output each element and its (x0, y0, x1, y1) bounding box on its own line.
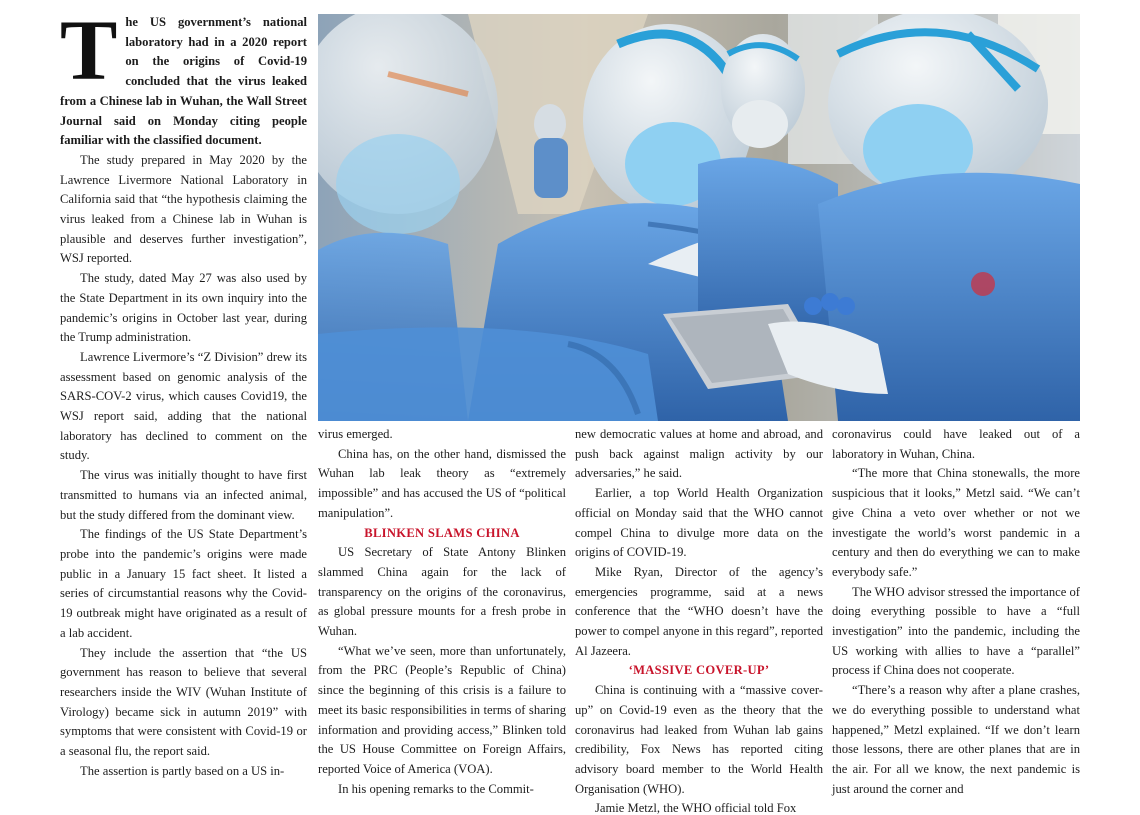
paragraph: Mike Ryan, Director of the agency’s emergencies programme, said at a news conference that the “WHO doesn’t have the power to compel anyone in this regard”, reported Al Jazeera. (575, 564, 823, 658)
paragraph: Earlier, a top World Health Organization official on Monday said that the WHO cannot compel China to divulge more data on the origins of COVID-19. (575, 486, 823, 560)
paragraph: The WHO advisor stressed the importance of doing everything possible to have a “full investigation” into the pandemic, including the US working with allies to have a “parallel” process if China does not cooperate. (832, 584, 1080, 678)
paragraph: The virus was initially thought to have first transmitted to humans via an infected animal, but the study differed from the dominant view. (60, 468, 307, 522)
drop-cap: T (60, 2, 118, 98)
paragraph: In his opening remarks to the Commit- (338, 781, 534, 796)
lead-text: he US government’s national laboratory had in a 2020 report on the origins of Covid-19 concluded that the virus leaked from a Chinese lab in Wuhan, the Wall Street Journal said on Monday citing people familiar with the classified document. (60, 15, 307, 148)
paragraph: “There’s a reason why after a plane crashes, we do everything possible to understand what happened,” Metzl explained. “If we don’t learn those lessons, there are other planes that are in the air. For all we know, the next pandemic is just around the corner and (832, 683, 1080, 796)
paragraph: “What we’ve seen, more than unfortunately, from the PRC (People’s Republic of China) since the beginning of this crisis is a failure to meet its basic responsibilities in terms of sharing information and providing access,” Blinken told the US House Committee on Foreign Affairs, reported Voice of America (VOA). (318, 643, 566, 776)
paragraph: US Secretary of State Antony Blinken slammed China again for the lack of transparency on the origins of the coronavirus, as global pressure mounts for a fresh probe in Wuhan. (318, 545, 566, 639)
lead-paragraph (60, 2, 307, 151)
paragraph: Lawrence Livermore’s “Z Division” drew its assessment based on genomic analysis of the SARS-COV-2 virus, which causes Covid19, the WSJ report said, adding that the national laboratory has declined to comment on the study. (60, 349, 307, 463)
paragraph: The study, dated May 27 was also used by the State Department in its own inquiry into the pandemic’s origins in October last year, during the Trump administration. (60, 271, 307, 345)
paragraph: The assertion is partly based on a US in- (80, 763, 285, 778)
paragraph: China has, on the other hand, dismissed the Wuhan lab leak theory as “extremely impossible” and has accused the US of “political manipulation”. (318, 446, 566, 520)
news-photo (318, 14, 1080, 421)
paragraph: They include the assertion that “the US government has reason to believe that several researchers inside the WIV (Wuhan Institute of Virology) became sick in autumn 2019” with symptoms that were consistent with Covid-19 or a seasonal flu, the report said. (60, 645, 307, 759)
paragraph: China is continuing with a “massive cover-up” on Covid-19 even as the theory that the coronavirus had leaked from Wuhan lab gains credibility, Fox News has reported citing advisory board member to the World Health Organisation (WHO). (575, 683, 823, 796)
paragraph: The study prepared in May 2020 by the Lawrence Livermore National Laboratory in California said that “the hypothesis claiming the virus leaked from a Chinese lab in Wuhan is plausible and deserves further investigation”, WSJ reported. (60, 152, 307, 266)
article-column-1 (60, 2, 307, 781)
subheading: ‘MASSIVE COVER-UP’ (628, 663, 770, 678)
paragraph-continued: new democratic values at home and abroad, and push back against malign activity by our adversaries,” he said. (575, 427, 823, 481)
subheading: BLINKEN SLAMS CHINA (364, 525, 520, 540)
article-column-3 (575, 425, 823, 815)
article-column-4 (832, 425, 1080, 799)
photo-illustration (318, 14, 1080, 421)
paragraph: “The more that China stonewalls, the more suspicious that it looks,” Metzl said. “We can’t give China a veto over whether or not we investigate the world’s worst pandemic in a century and then do everything we can to make everybody safe.” (832, 466, 1080, 579)
paragraph-continued: coronavirus could have leaked out of a laboratory in Wuhan, China. (832, 427, 1080, 461)
paragraph: Jamie Metzl, the WHO official told Fox (595, 801, 797, 815)
article-column-2 (318, 425, 566, 799)
paragraph-continued: virus emerged. (318, 427, 393, 441)
paragraph: The findings of the US State Department’s probe into the pandemic’s origins were made public in a January 15 fact sheet. It listed a series of circumstantial reasons why the Covid-19 outbreak might have originated as a result of a lab accident. (60, 527, 307, 640)
